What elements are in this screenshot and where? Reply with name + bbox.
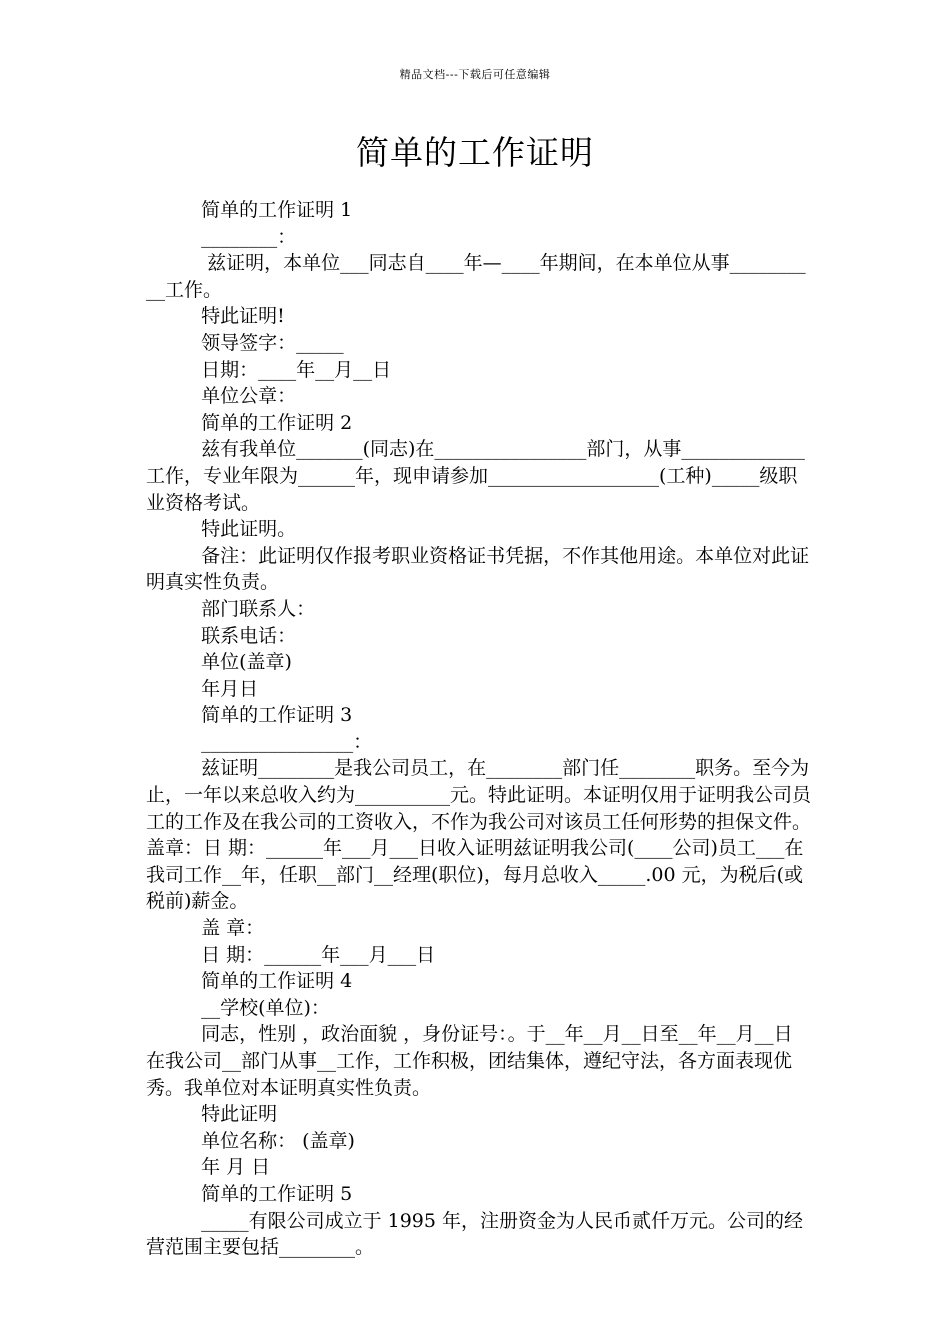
paragraph: 备注：此证明仅作报考职业资格证书凭据，不作其他用途。本单位对此证明真实性负责。 — [146, 544, 810, 594]
date-line: 年 月 日 — [201, 1156, 271, 1179]
paragraph: 同志，性别 ，政治面貌 ，身份证号：。于__年__月__日至__年__月__日在我公司__部门从事__工作，工作积极，团结集体，遵纪守法，各方面表现优秀。我单位对本证明真实性负责。 — [146, 1023, 793, 1099]
contact-phone-line: 联系电话： — [201, 624, 297, 647]
addressee-line: __学校(单位)： — [201, 996, 330, 1019]
paragraph: 特此证明。 — [201, 518, 297, 541]
seal-line: 盖 章： — [201, 917, 265, 940]
section-heading-4: 简单的工作证明 4 — [201, 970, 353, 993]
document-title: 简单的工作证明 — [356, 133, 594, 172]
date-line: 年月日 — [201, 677, 259, 700]
unit-name-line: 单位名称： (盖章) — [201, 1129, 355, 1152]
section-heading-1: 简单的工作证明 1 — [201, 199, 353, 221]
date-line: 日期：____年__月__日 — [201, 358, 392, 381]
seal-line: 单位(盖章) — [201, 651, 292, 674]
seal-line: 单位公章： — [201, 385, 297, 408]
date-line: 日 期：______年___月___日 — [201, 943, 436, 966]
section-heading-3: 简单的工作证明 3 — [201, 704, 353, 727]
paragraph: 兹证明，本单位___同志自____年—____年期间，在本单位从事__________工作。 — [146, 252, 806, 301]
paragraph: 兹证明________是我公司员工，在________部门任________职务。至今为止，一年以来总收入约为__________元。特此证明。本证明仅用于证明我公司员工的工作及在我公司的工资收入，不作为我公司对该员工任何形势的担保文件。盖章：日 期：______年___月___日收入证明兹证明我公司(____公司)员工___在我司工作__年，任职__部门__经理(职位)，每月总收入_____.00 元，为税后(或税前)薪金。 — [146, 757, 812, 913]
paragraph: 兹有我单位_______(同志)在________________部门，从事_____________工作，专业年限为______年，现申请参加__________________(工种)_____级职业资格考试。 — [146, 438, 805, 514]
document-body — [146, 197, 811, 1261]
paragraph: 特此证明! — [201, 305, 285, 328]
paragraph: _____有限公司成立于 1995 年，注册资金为人民币贰仟万元。公司的经营范围主要包括________。 — [146, 1209, 804, 1259]
paragraph: 特此证明 — [201, 1103, 278, 1126]
section-heading-2: 简单的工作证明 2 — [201, 411, 353, 434]
contact-person-line: 部门联系人： — [201, 597, 316, 620]
section-heading-5: 简单的工作证明 5 — [201, 1182, 353, 1205]
signature-line: 领导签字：_____ — [201, 331, 344, 354]
addressee-line: ________________： — [201, 730, 373, 753]
page-header: 精品文档---下载后可任意编辑 — [399, 68, 551, 81]
addressee-line: ________： — [201, 225, 297, 248]
